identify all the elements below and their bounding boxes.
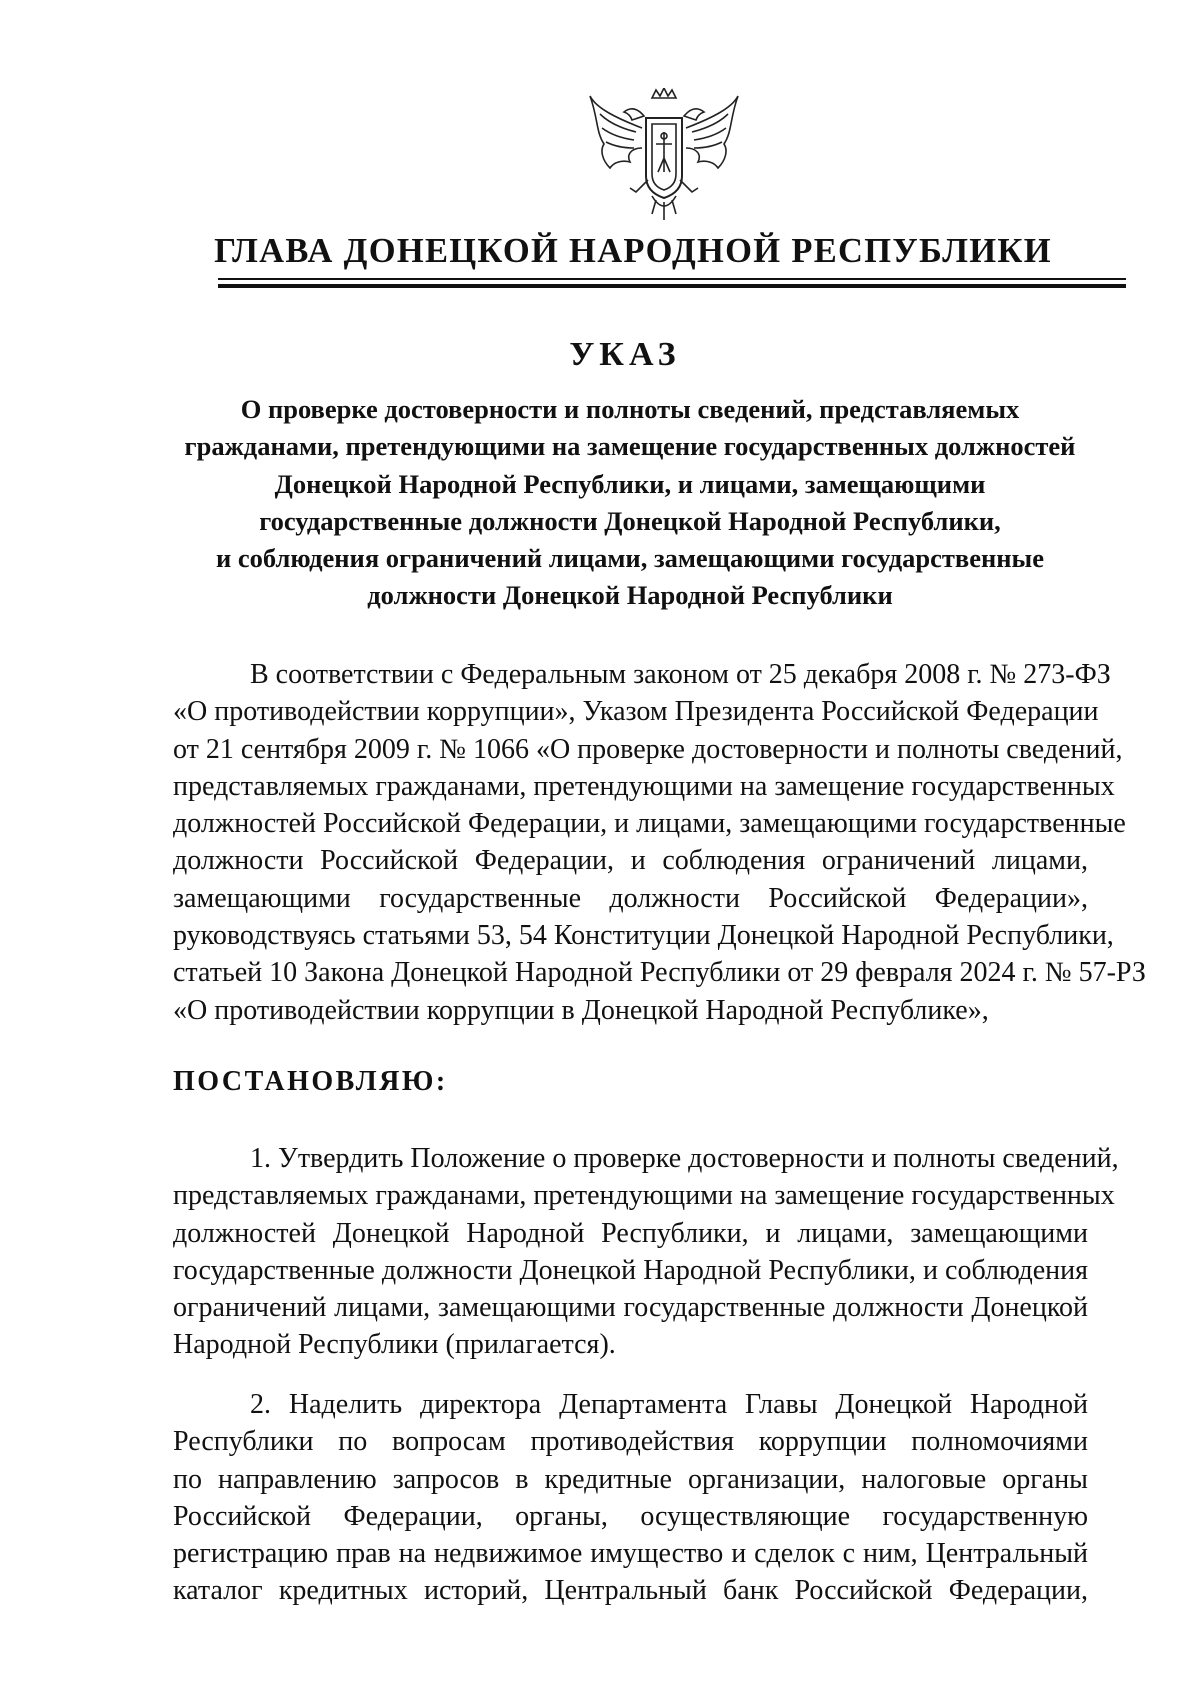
coat-of-arms-emblem <box>586 88 742 224</box>
document-subject <box>170 391 1090 615</box>
paragraph-line: Российской Федерации, органы, осуществляющие государственную <box>173 1500 1088 1532</box>
paragraph-line: представляемых гражданами, претендующими на замещение государственных <box>173 770 1115 802</box>
paragraph-line: 2. Наделить директора Департамента Главы Донецкой Народной <box>250 1389 1088 1420</box>
paragraph-line: ограничений лицами, замещающими государственные должности Донецкой <box>173 1292 1088 1324</box>
paragraph-line: «О противодействии коррупции», Указом Президента Российской Федерации <box>173 696 1099 728</box>
paragraph-line: должностей Донецкой Народной Республики, и лицами, замещающими <box>173 1217 1088 1249</box>
subject-line: и соблюдения ограничений лицами, замещающими государственные <box>216 543 1044 574</box>
subject-line: О проверке достоверности и полноты сведений, представляемых <box>240 394 1020 424</box>
header-rule-thick <box>218 284 1126 288</box>
subject-line: гражданами, претендующими на замещение государственных должностей <box>184 431 1076 462</box>
paragraph-line: должности Российской Федерации, и соблюдения ограничений лицами, <box>173 845 1088 877</box>
paragraph-line: замещающими государственные должности Российской Федерации», <box>173 882 1088 914</box>
paragraph-line: государственные должности Донецкой Народной Республики, и соблюдения <box>173 1254 1088 1286</box>
paragraph-line: от 21 сентября 2009 г. № 1066 «О проверке достоверности и полноты сведений, <box>173 733 1123 765</box>
subject-line: Донецкой Народной Республики, и лицами, замещающими <box>274 468 986 499</box>
paragraph-line: руководствуясь статьями 53, 54 Конституции Донецкой Народной Республики, <box>173 920 1114 952</box>
paragraph-line: Республики по вопросам противодействия коррупции полномочиями <box>173 1426 1088 1458</box>
paragraph-line: каталог кредитных историй, Центральный банк Российской Федерации, <box>173 1575 1088 1607</box>
paragraph-line: по направлению запросов в кредитные организации, налоговые органы <box>173 1463 1088 1495</box>
header-rule-thin <box>218 278 1126 280</box>
paragraph-line: представляемых гражданами, претендующими на замещение государственных <box>173 1180 1115 1212</box>
paragraph-line: 1. Утвердить Положение о проверке достоверности и полноты сведений, <box>250 1143 1119 1174</box>
paragraph-line: В соответствии с Федеральным законом от 25 декабря 2008 г. № 273-ФЗ <box>250 659 1111 690</box>
paragraph-line: Народной Республики (прилагается). <box>173 1329 616 1361</box>
paragraph-line: статьей 10 Закона Донецкой Народной Республики от 29 февраля 2024 г. № 57-РЗ <box>173 957 1146 989</box>
subject-line: должности Донецкой Народной Республики <box>367 580 893 611</box>
preamble-paragraph <box>173 656 1146 1029</box>
subject-line: государственные должности Донецкой Народной Республики, <box>259 505 1001 536</box>
decree-item-2 <box>173 1386 1088 1610</box>
document-type: УКАЗ <box>569 336 681 373</box>
paragraph-line: регистрацию прав на недвижимое имущество и сделок с ним, Центральный <box>173 1538 1088 1570</box>
organization-title: ГЛАВА ДОНЕЦКОЙ НАРОДНОЙ РЕСПУБЛИКИ <box>214 232 1052 270</box>
decree-heading: ПОСТАНОВЛЯЮ: <box>173 1066 448 1097</box>
decree-item-1 <box>173 1140 1119 1364</box>
paragraph-line: должностей Российской Федерации, и лицами, замещающими государственные <box>173 808 1126 840</box>
paragraph-line: «О противодействии коррупции в Донецкой Народной Республике», <box>173 994 989 1026</box>
